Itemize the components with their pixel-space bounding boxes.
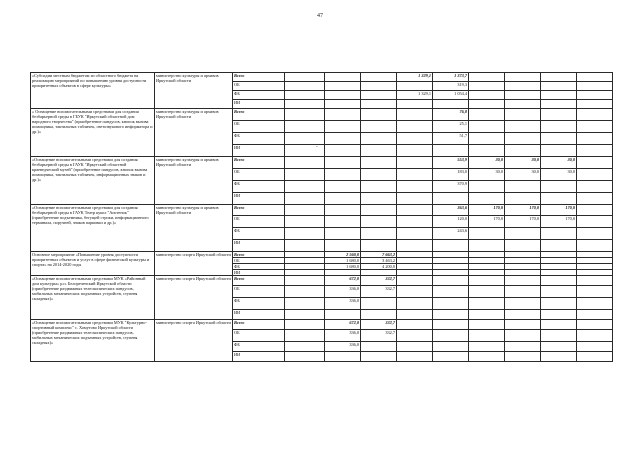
amount-cell: 25,1 <box>433 121 469 133</box>
amount-cell <box>433 240 469 252</box>
amount-cell <box>541 240 577 252</box>
amount-cell <box>433 342 469 352</box>
amount-cell <box>325 216 361 228</box>
amount-cell <box>469 352 505 362</box>
amount-cell <box>361 109 397 121</box>
amount-cell <box>397 216 433 228</box>
funding-source-label: ОБ <box>233 82 285 91</box>
amount-cell <box>285 169 325 181</box>
measure-description: «Субсидии местным бюджетам из областного бюджета на реализацию мероприятий по повышению уровня доступности приоритетных объектов в сфере культуры» <box>31 73 155 109</box>
table-row <box>31 157 613 169</box>
amount-cell <box>577 181 613 193</box>
amount-cell <box>469 286 505 298</box>
amount-cell <box>541 145 577 157</box>
amount-cell <box>397 286 433 298</box>
amount-cell <box>397 100 433 109</box>
amount-cell <box>505 82 541 91</box>
amount-cell <box>361 100 397 109</box>
amount-cell <box>285 342 325 352</box>
amount-cell: 76,8 <box>433 109 469 121</box>
amount-cell <box>505 352 541 362</box>
amount-cell <box>577 133 613 145</box>
budget-table <box>30 72 613 362</box>
amount-cell <box>361 133 397 145</box>
amount-cell <box>469 181 505 193</box>
amount-cell <box>361 82 397 91</box>
amount-cell <box>577 276 613 286</box>
amount-cell <box>469 330 505 342</box>
amount-cell <box>325 352 361 362</box>
amount-cell <box>505 181 541 193</box>
amount-cell: 120,0 <box>433 216 469 228</box>
amount-cell <box>285 330 325 342</box>
amount-cell: 30,0 <box>541 169 577 181</box>
table-row <box>31 320 613 330</box>
amount-cell <box>325 73 361 82</box>
amount-cell: 170,0 <box>469 216 505 228</box>
amount-cell <box>285 310 325 320</box>
amount-cell: 170,0 <box>505 205 541 216</box>
table-row <box>31 205 613 216</box>
amount-cell <box>433 352 469 362</box>
amount-cell <box>433 286 469 298</box>
amount-cell <box>541 91 577 100</box>
measure-description: Основное мероприятие «Повышение уровня доступности приоритетных объектов и услуг в сфере физической культуры и спорта» на 2014-2020 годы <box>31 252 155 276</box>
amount-cell <box>397 109 433 121</box>
amount-cell <box>541 352 577 362</box>
amount-cell <box>433 320 469 330</box>
amount-cell <box>361 91 397 100</box>
amount-cell <box>361 298 397 310</box>
amount-cell <box>541 310 577 320</box>
amount-cell <box>325 205 361 216</box>
amount-cell <box>361 181 397 193</box>
amount-cell <box>577 298 613 310</box>
amount-cell <box>325 193 361 205</box>
amount-cell: 370,9 <box>433 181 469 193</box>
table-row <box>31 276 613 286</box>
amount-cell <box>541 286 577 298</box>
amount-cell <box>361 352 397 362</box>
amount-cell <box>577 310 613 320</box>
amount-cell: 170,0 <box>505 216 541 228</box>
amount-cell: 4 200,0 <box>361 264 397 270</box>
amount-cell <box>505 109 541 121</box>
amount-cell <box>397 228 433 240</box>
amount-cell <box>361 342 397 352</box>
amount-cell <box>285 121 325 133</box>
funding-source-label: ОБ <box>233 216 285 228</box>
amount-cell <box>285 216 325 228</box>
amount-cell: 30,0 <box>541 157 577 169</box>
amount-cell <box>433 193 469 205</box>
amount-cell <box>325 228 361 240</box>
amount-cell <box>433 330 469 342</box>
amount-cell <box>325 181 361 193</box>
amount-cell <box>577 169 613 181</box>
funding-source-label: ИИ <box>233 270 285 276</box>
amount-cell <box>397 298 433 310</box>
funding-source-label: ФБ <box>233 264 285 270</box>
amount-cell <box>505 286 541 298</box>
funding-source-label: ОБ <box>233 121 285 133</box>
amount-cell <box>469 82 505 91</box>
amount-cell: 51,7 <box>433 133 469 145</box>
amount-cell <box>325 145 361 157</box>
funding-source-label: ОБ <box>233 258 285 264</box>
amount-cell <box>285 109 325 121</box>
amount-cell <box>577 286 613 298</box>
amount-cell: 30,0 <box>469 169 505 181</box>
amount-cell <box>577 109 613 121</box>
amount-cell: 1 680,0 <box>325 264 361 270</box>
amount-cell: 336,0 <box>325 286 361 298</box>
amount-cell <box>541 276 577 286</box>
amount-cell <box>285 298 325 310</box>
amount-cell: 243,6 <box>433 228 469 240</box>
amount-cell <box>505 330 541 342</box>
amount-cell <box>541 193 577 205</box>
amount-cell <box>325 91 361 100</box>
amount-cell <box>285 276 325 286</box>
amount-cell: 170,0 <box>541 216 577 228</box>
funding-source-label: ИИ <box>233 193 285 205</box>
amount-cell <box>505 228 541 240</box>
amount-cell <box>505 100 541 109</box>
amount-cell <box>469 298 505 310</box>
responsible-executor: министерство спорта Иркутской области <box>155 320 233 362</box>
funding-source-label: ОБ <box>233 286 285 298</box>
amount-cell <box>397 157 433 169</box>
amount-cell: 332,7 <box>361 320 397 330</box>
amount-cell: 336,0 <box>325 298 361 310</box>
amount-cell <box>397 352 433 362</box>
amount-cell <box>397 320 433 330</box>
amount-cell <box>577 121 613 133</box>
amount-cell <box>541 73 577 82</box>
measure-description: «Оснащение вспомогательными средствами для создания безбарьерной среды в ГАУК "Иркутский областной краеведческий музей" (приобретение пандусов, кнопок вызова помощника, тактильных табличек, информационных знаков и др.)» <box>31 157 155 205</box>
amount-cell <box>285 73 325 82</box>
amount-cell <box>397 133 433 145</box>
amount-cell <box>361 121 397 133</box>
amount-cell <box>397 121 433 133</box>
amount-cell <box>505 193 541 205</box>
responsible-executor: министерство культуры и архивов Иркутской области <box>155 205 233 252</box>
amount-cell <box>469 100 505 109</box>
funding-source-label: ФБ <box>233 181 285 193</box>
funding-source-label: ФБ <box>233 342 285 352</box>
amount-cell <box>577 145 613 157</box>
page-number: 47 <box>317 13 323 19</box>
amount-cell <box>285 100 325 109</box>
amount-cell <box>285 320 325 330</box>
amount-cell <box>577 91 613 100</box>
amount-cell <box>469 320 505 330</box>
funding-source-label: ОБ <box>233 169 285 181</box>
amount-cell <box>361 73 397 82</box>
amount-cell: 332,7 <box>361 276 397 286</box>
amount-cell <box>505 320 541 330</box>
amount-cell <box>577 240 613 252</box>
amount-cell <box>361 193 397 205</box>
amount-cell <box>505 240 541 252</box>
funding-source-label: Всего <box>233 276 285 286</box>
amount-cell <box>285 133 325 145</box>
amount-cell <box>469 228 505 240</box>
amount-cell <box>505 133 541 145</box>
amount-cell <box>577 216 613 228</box>
amount-cell <box>505 121 541 133</box>
amount-cell <box>325 121 361 133</box>
amount-cell <box>541 320 577 330</box>
funding-source-label: ИИ <box>233 100 285 109</box>
amount-cell <box>469 121 505 133</box>
amount-cell <box>397 145 433 157</box>
funding-source-label: Всего <box>233 252 285 258</box>
amount-cell <box>285 91 325 100</box>
amount-cell <box>285 145 325 157</box>
amount-cell <box>433 276 469 286</box>
amount-cell <box>577 320 613 330</box>
amount-cell <box>397 310 433 320</box>
amount-cell <box>505 298 541 310</box>
amount-cell <box>541 298 577 310</box>
amount-cell <box>505 91 541 100</box>
amount-cell <box>361 240 397 252</box>
amount-cell <box>469 91 505 100</box>
amount-cell: 1 329,1 <box>397 91 433 100</box>
amount-cell <box>541 342 577 352</box>
amount-cell <box>541 181 577 193</box>
amount-cell <box>397 181 433 193</box>
amount-cell <box>361 228 397 240</box>
amount-cell <box>469 342 505 352</box>
amount-cell <box>285 82 325 91</box>
responsible-executor: министерство культуры и архивов Иркутской области <box>155 157 233 205</box>
amount-cell: 1 054,4 <box>433 91 469 100</box>
amount-cell: 672,0 <box>325 320 361 330</box>
amount-cell <box>361 310 397 320</box>
amount-cell: 336,0 <box>325 342 361 352</box>
amount-cell: 30,0 <box>505 157 541 169</box>
amount-cell: 3 463,2 <box>361 258 397 264</box>
measure-description: «Оснащение вспомогательными средствами МУК "Культурно-спортивный комплекс" с. Хомутово Иркутской области (приобретение раздвижных телескопических пандусов, мобильных механических подъемных устройств, ступеня складных)» <box>31 320 155 362</box>
amount-cell <box>325 109 361 121</box>
amount-cell: 183,0 <box>433 169 469 181</box>
amount-cell <box>541 228 577 240</box>
amount-cell <box>577 352 613 362</box>
amount-cell <box>541 133 577 145</box>
amount-cell <box>505 145 541 157</box>
amount-cell <box>325 157 361 169</box>
funding-source-label: ФБ <box>233 133 285 145</box>
amount-cell <box>397 205 433 216</box>
amount-cell <box>285 193 325 205</box>
amount-cell <box>577 228 613 240</box>
amount-cell <box>397 193 433 205</box>
amount-cell: 363,6 <box>433 205 469 216</box>
funding-source-label: ФБ <box>233 298 285 310</box>
amount-cell <box>397 276 433 286</box>
amount-cell <box>577 82 613 91</box>
funding-source-label: Всего <box>233 73 285 82</box>
amount-cell <box>541 100 577 109</box>
amount-cell <box>325 169 361 181</box>
responsible-executor: министерство культуры и архивов Иркутской области <box>155 73 233 109</box>
amount-cell <box>505 73 541 82</box>
amount-cell <box>285 205 325 216</box>
amount-cell: 170,0 <box>541 205 577 216</box>
amount-cell <box>285 157 325 169</box>
amount-cell <box>577 193 613 205</box>
amount-cell <box>433 145 469 157</box>
amount-cell <box>397 169 433 181</box>
amount-cell <box>541 82 577 91</box>
amount-cell <box>397 240 433 252</box>
amount-cell <box>577 157 613 169</box>
amount-cell <box>577 330 613 342</box>
funding-source-label: Всего <box>233 205 285 216</box>
amount-cell: 1 680,0 <box>325 258 361 264</box>
amount-cell <box>469 240 505 252</box>
amount-cell: 336,0 <box>325 330 361 342</box>
measure-description: «Оснащение вспомогательными средствами для создания безбарьерной среды в ГАУК Театр кукол "Аистенок"(приобретение подъемника, бегущей строки, информационного терминала, поручней, знаков парковки и др.)» <box>31 205 155 252</box>
amount-cell <box>325 133 361 145</box>
amount-cell <box>577 342 613 352</box>
amount-cell <box>577 205 613 216</box>
amount-cell <box>397 330 433 342</box>
table-row <box>31 73 613 82</box>
amount-cell <box>361 145 397 157</box>
amount-cell <box>469 276 505 286</box>
amount-cell <box>325 240 361 252</box>
funding-source-label: ИИ <box>233 310 285 320</box>
amount-cell <box>469 310 505 320</box>
amount-cell: 553,9 <box>433 157 469 169</box>
funding-source-label: ИИ <box>233 145 285 157</box>
stray-dash-mark: - <box>316 145 318 150</box>
amount-cell <box>469 109 505 121</box>
amount-cell <box>541 121 577 133</box>
amount-cell <box>397 342 433 352</box>
funding-source-label: ИИ <box>233 240 285 252</box>
amount-cell <box>577 100 613 109</box>
amount-cell <box>285 240 325 252</box>
amount-cell: 319,3 <box>433 82 469 91</box>
amount-cell: 30,0 <box>469 157 505 169</box>
measure-description: « Оснащение вспомогательными средствами для создания безбарьерной среды в ГБУК "Иркутский областной дом народного творчества" (приобретение пандусов, кнопок вызова помощника, тактильных табличек, светозвукового информатора и др.)» <box>31 109 155 157</box>
table-row <box>31 109 613 121</box>
amount-cell <box>433 298 469 310</box>
amount-cell: 170,0 <box>469 205 505 216</box>
amount-cell: 672,0 <box>325 276 361 286</box>
amount-cell <box>433 100 469 109</box>
amount-cell: 332,7 <box>361 286 397 298</box>
responsible-executor: министерство спорта Иркутской области <box>155 276 233 320</box>
funding-source-label: ФБ <box>233 91 285 100</box>
amount-cell <box>541 330 577 342</box>
amount-cell: 2 560,0 <box>325 252 361 258</box>
amount-cell <box>541 109 577 121</box>
amount-cell <box>285 228 325 240</box>
amount-cell <box>469 73 505 82</box>
responsible-executor: министерство культуры и архивов Иркутской области <box>155 109 233 157</box>
amount-cell <box>469 133 505 145</box>
amount-cell: 332,7 <box>361 330 397 342</box>
funding-source-label: Всего <box>233 157 285 169</box>
amount-cell <box>361 205 397 216</box>
amount-cell <box>285 286 325 298</box>
funding-source-label: Всего <box>233 109 285 121</box>
funding-source-label: ИИ <box>233 352 285 362</box>
amount-cell <box>505 276 541 286</box>
responsible-executor: министерство спорта Иркутской области <box>155 252 233 276</box>
amount-cell <box>397 82 433 91</box>
amount-cell <box>433 310 469 320</box>
amount-cell <box>285 181 325 193</box>
amount-cell: 7 663,2 <box>361 252 397 258</box>
amount-cell <box>361 216 397 228</box>
amount-cell <box>285 352 325 362</box>
amount-cell <box>505 310 541 320</box>
amount-cell <box>361 169 397 181</box>
funding-source-label: ОБ <box>233 330 285 342</box>
amount-cell: 1 329,1 <box>397 73 433 82</box>
amount-cell <box>325 310 361 320</box>
funding-source-label: Всего <box>233 320 285 330</box>
funding-source-label: ФБ <box>233 228 285 240</box>
amount-cell <box>469 145 505 157</box>
amount-cell <box>469 193 505 205</box>
amount-cell <box>577 73 613 82</box>
amount-cell <box>325 100 361 109</box>
measure-description: «Оснащение вспомогательными средствами МУК «Районный дом культуры» р.п. Белореченский Иркутской области (приобретение раздвижных телескопических пандусов, мобильных механических подъемных устройств, ступеня складных)» <box>31 276 155 320</box>
amount-cell <box>361 157 397 169</box>
amount-cell <box>325 82 361 91</box>
amount-cell: 1 373,7 <box>433 73 469 82</box>
amount-cell: 30,0 <box>505 169 541 181</box>
amount-cell <box>505 342 541 352</box>
